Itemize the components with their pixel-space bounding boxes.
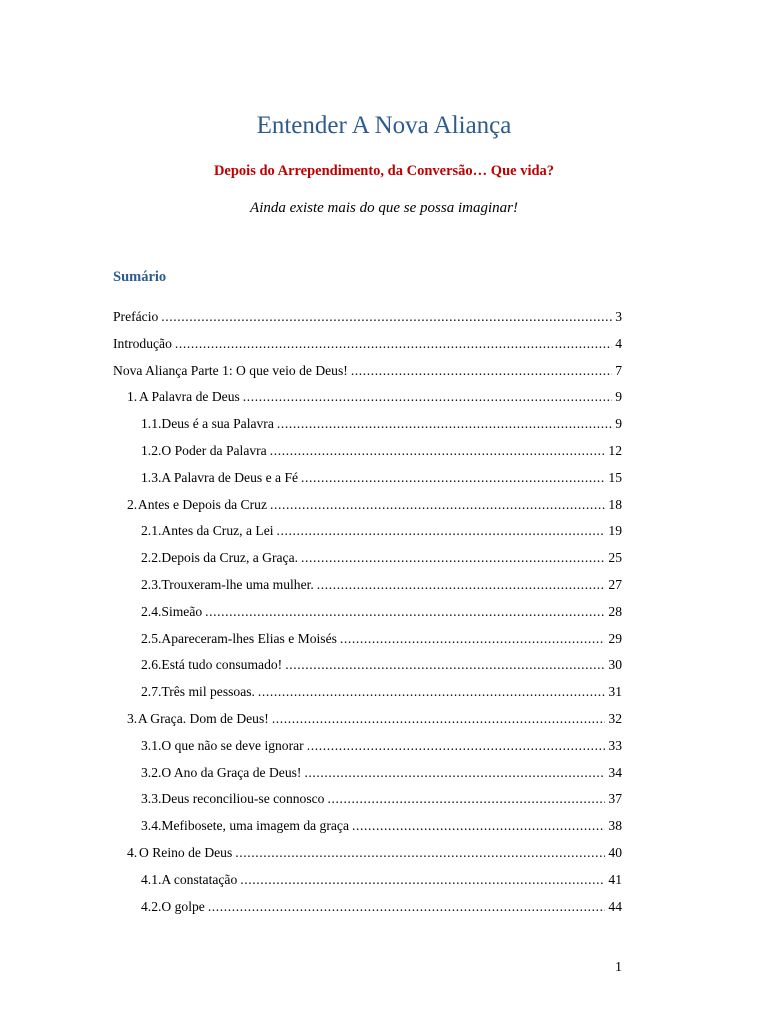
toc-dot-leader xyxy=(258,681,605,703)
toc-dot-leader xyxy=(352,815,605,837)
toc-entry-page: 34 xyxy=(608,764,622,780)
toc-entry[interactable] xyxy=(113,547,622,574)
toc-entry-number: 3.3. xyxy=(141,791,162,807)
toc-entry-number: 1.2. xyxy=(141,442,162,458)
toc-entry-title: Prefácio xyxy=(113,309,159,324)
toc-entry-page: 4 xyxy=(615,335,622,351)
toc-entry-page: 33 xyxy=(608,737,622,753)
table-of-contents xyxy=(113,306,622,922)
toc-dot-leader xyxy=(351,360,612,382)
toc-dot-leader xyxy=(340,628,605,650)
toc-entry-number: 4.1. xyxy=(141,871,162,887)
toc-entry[interactable] xyxy=(113,386,622,413)
toc-dot-leader xyxy=(175,333,612,355)
toc-entry-title: Apareceram-lhes Elias e Moisés xyxy=(161,630,337,646)
toc-entry-page: 32 xyxy=(608,710,622,726)
toc-entry-title: O Poder da Palavra xyxy=(161,442,267,458)
toc-entry-title: Simeão xyxy=(161,603,203,619)
toc-entry-number: 2.5. xyxy=(141,630,162,646)
toc-entry-number: 4. xyxy=(127,844,138,860)
toc-entry[interactable] xyxy=(113,574,622,601)
toc-entry-page: 44 xyxy=(608,898,622,914)
toc-entry-title: Deus reconciliou-se connosco xyxy=(161,791,325,807)
toc-entry-title: O golpe xyxy=(161,898,205,914)
toc-entry-number: 3.4. xyxy=(141,818,162,834)
toc-dot-leader xyxy=(270,494,605,516)
toc-entry-page: 7 xyxy=(615,362,622,378)
document-title: Entender A Nova Aliança xyxy=(256,112,512,139)
toc-entry-page: 18 xyxy=(608,496,622,512)
toc-entry-page: 28 xyxy=(608,603,622,619)
toc-entry-title: Introdução xyxy=(113,335,172,351)
toc-entry-page: 38 xyxy=(608,818,622,834)
toc-dot-leader xyxy=(161,306,612,328)
toc-entry-number: 2.2. xyxy=(141,550,162,566)
toc-dot-leader xyxy=(208,896,606,918)
toc-entry-page: 37 xyxy=(608,791,622,807)
toc-entry-number: 3.1. xyxy=(141,737,162,753)
toc-entry[interactable] xyxy=(113,360,622,387)
toc-entry-title: A Palavra de Deus xyxy=(138,389,240,405)
toc-dot-leader xyxy=(327,788,605,810)
toc-entry-title: Três mil pessoas. xyxy=(161,684,255,700)
toc-dot-leader xyxy=(240,869,605,891)
toc-entry-title: A Palavra de Deus e a Fé xyxy=(161,469,299,485)
toc-entry-page: 3 xyxy=(615,309,622,324)
toc-entry-page: 30 xyxy=(608,657,622,673)
toc-entry-title: Depois da Cruz, a Graça. xyxy=(161,550,299,566)
toc-entry-title: Nova Aliança Parte 1: O que veio de Deus! xyxy=(113,362,348,378)
toc-entry-title: O Ano da Graça de Deus! xyxy=(161,764,302,780)
toc-dot-leader xyxy=(235,842,605,864)
toc-entry[interactable] xyxy=(113,762,622,789)
toc-dot-leader xyxy=(205,601,605,623)
toc-entry-page: 27 xyxy=(608,576,622,592)
toc-dot-leader xyxy=(317,574,606,596)
toc-entry-page: 31 xyxy=(608,684,622,700)
toc-entry-page: 25 xyxy=(608,550,622,566)
toc-entry-page: 12 xyxy=(608,442,622,458)
toc-entry-page: 9 xyxy=(615,389,622,405)
toc-entry[interactable] xyxy=(113,815,622,842)
toc-entry[interactable] xyxy=(113,467,622,494)
toc-entry-page: 41 xyxy=(608,871,622,887)
toc-entry-title: Deus é a sua Palavra xyxy=(161,416,274,432)
toc-entry-title: O que não se deve ignorar xyxy=(161,737,304,753)
toc-entry-number: 1.1. xyxy=(141,416,162,432)
document-tagline: Ainda existe mais do que se possa imaginar! xyxy=(250,200,518,216)
toc-dot-leader xyxy=(272,708,606,730)
page-number: 1 xyxy=(615,960,622,975)
toc-dot-leader xyxy=(304,762,605,784)
toc-entry-title: Está tudo consumado! xyxy=(161,657,283,673)
toc-entry-number: 2.6. xyxy=(141,657,162,673)
toc-entry-page: 9 xyxy=(615,416,622,432)
toc-heading: Sumário xyxy=(113,269,167,285)
toc-dot-leader xyxy=(243,386,612,408)
toc-entry[interactable] xyxy=(113,842,622,869)
toc-entry[interactable] xyxy=(113,896,622,923)
toc-entry[interactable] xyxy=(113,333,622,360)
toc-entry[interactable] xyxy=(113,494,622,521)
toc-entry-number: 2. xyxy=(127,496,138,512)
toc-entry-page: 19 xyxy=(608,523,622,539)
toc-entry-title: Trouxeram-lhe uma mulher. xyxy=(161,576,314,592)
toc-entry-number: 4.2. xyxy=(141,898,162,914)
toc-entry[interactable] xyxy=(113,735,622,762)
toc-entry-title: O Reino de Deus xyxy=(139,844,233,860)
toc-entry-title: A constatação xyxy=(161,871,238,887)
toc-entry-number: 1. xyxy=(127,389,138,405)
toc-dot-leader xyxy=(301,547,605,569)
toc-dot-leader xyxy=(301,467,605,489)
toc-entry-page: 29 xyxy=(608,630,622,646)
toc-entry[interactable] xyxy=(113,788,622,815)
document-subtitle: Depois do Arrependimento, da Conversão… Que vida? xyxy=(213,163,555,179)
toc-entry-number: 2.4. xyxy=(141,603,162,619)
toc-entry-number: 2.3. xyxy=(141,576,162,592)
toc-entry-number: 2.1. xyxy=(141,523,162,539)
toc-entry-title: Antes e Depois da Cruz xyxy=(137,496,267,512)
toc-dot-leader xyxy=(307,735,606,757)
toc-entry-title: A Graça. Dom de Deus! xyxy=(137,710,269,726)
toc-dot-leader xyxy=(277,413,612,435)
toc-entry-title: Antes da Cruz, a Lei xyxy=(161,523,274,539)
toc-entry[interactable] xyxy=(113,869,622,896)
toc-entry-title: Mefibosete, uma imagem da graça xyxy=(161,818,349,834)
toc-entry[interactable] xyxy=(113,440,622,467)
toc-entry[interactable] xyxy=(113,306,622,333)
toc-entry-page: 40 xyxy=(608,844,622,860)
toc-dot-leader xyxy=(270,440,606,462)
toc-entry-number: 3.2. xyxy=(141,764,162,780)
toc-entry[interactable] xyxy=(113,413,622,440)
toc-entry[interactable] xyxy=(113,520,622,547)
toc-entry[interactable] xyxy=(113,654,622,681)
toc-entry[interactable] xyxy=(113,628,622,655)
toc-entry-number: 1.3. xyxy=(141,469,162,485)
toc-dot-leader xyxy=(277,520,606,542)
toc-entry-number: 2.7. xyxy=(141,684,162,700)
toc-entry[interactable] xyxy=(113,601,622,628)
toc-entry-page: 15 xyxy=(608,469,622,485)
toc-entry-number: 3. xyxy=(127,710,138,726)
toc-entry[interactable] xyxy=(113,708,622,735)
toc-entry[interactable] xyxy=(113,681,622,708)
toc-dot-leader xyxy=(285,654,605,676)
